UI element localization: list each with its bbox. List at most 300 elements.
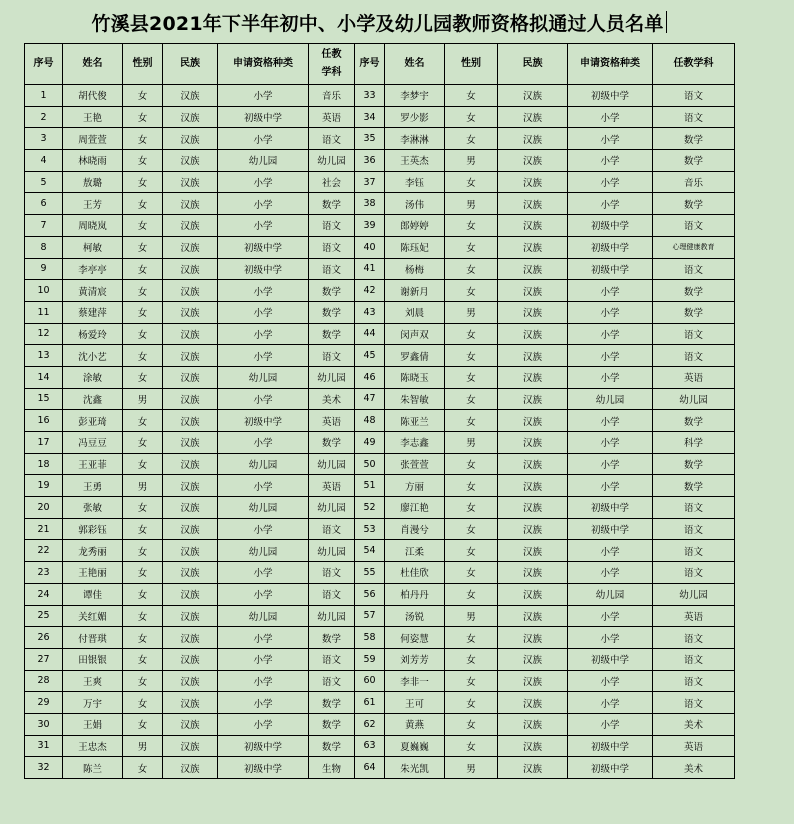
index-cell[interactable]: 57 xyxy=(355,605,385,627)
subject-cell[interactable]: 幼儿园 xyxy=(653,583,735,605)
ethnicity-cell[interactable]: 汉族 xyxy=(163,193,218,215)
qualification-cell[interactable]: 小学 xyxy=(218,648,309,670)
gender-cell[interactable]: 女 xyxy=(445,692,498,714)
name-cell[interactable]: 陈兰 xyxy=(63,757,123,779)
qualification-cell[interactable]: 小学 xyxy=(568,692,653,714)
index-cell[interactable]: 50 xyxy=(355,453,385,475)
index-cell[interactable]: 37 xyxy=(355,171,385,193)
index-cell[interactable]: 18 xyxy=(25,453,63,475)
subject-cell[interactable]: 语文 xyxy=(653,215,735,237)
index-cell[interactable]: 14 xyxy=(25,366,63,388)
gender-cell[interactable]: 男 xyxy=(123,735,163,757)
name-cell[interactable]: 王可 xyxy=(385,692,445,714)
gender-cell[interactable]: 女 xyxy=(445,280,498,302)
gender-cell[interactable]: 女 xyxy=(123,692,163,714)
gender-cell[interactable]: 女 xyxy=(123,106,163,128)
index-cell[interactable]: 36 xyxy=(355,150,385,172)
name-cell[interactable]: 林晓雨 xyxy=(63,150,123,172)
subject-cell[interactable]: 英语 xyxy=(309,106,355,128)
index-cell[interactable]: 12 xyxy=(25,323,63,345)
index-cell[interactable]: 35 xyxy=(355,128,385,150)
subject-cell[interactable]: 社会 xyxy=(309,171,355,193)
name-cell[interactable]: 闵声双 xyxy=(385,323,445,345)
gender-cell[interactable]: 女 xyxy=(445,258,498,280)
qualification-cell[interactable]: 幼儿园 xyxy=(218,497,309,519)
name-cell[interactable]: 汤伟 xyxy=(385,193,445,215)
header-col-qualification[interactable] xyxy=(218,44,309,85)
ethnicity-cell[interactable]: 汉族 xyxy=(498,106,568,128)
gender-cell[interactable]: 女 xyxy=(445,627,498,649)
index-cell[interactable]: 52 xyxy=(355,497,385,519)
subject-cell[interactable]: 幼儿园 xyxy=(309,540,355,562)
qualification-cell[interactable]: 小学 xyxy=(568,605,653,627)
index-cell[interactable]: 51 xyxy=(355,475,385,497)
qualification-cell[interactable]: 初级中学 xyxy=(568,497,653,519)
ethnicity-cell[interactable]: 汉族 xyxy=(498,540,568,562)
index-cell[interactable]: 4 xyxy=(25,150,63,172)
gender-cell[interactable]: 女 xyxy=(445,85,498,107)
ethnicity-cell[interactable]: 汉族 xyxy=(163,475,218,497)
ethnicity-cell[interactable]: 汉族 xyxy=(163,236,218,258)
name-cell[interactable]: 王芳 xyxy=(63,193,123,215)
subject-cell[interactable]: 美术 xyxy=(653,757,735,779)
ethnicity-cell[interactable]: 汉族 xyxy=(498,301,568,323)
ethnicity-cell[interactable]: 汉族 xyxy=(498,280,568,302)
gender-cell[interactable]: 女 xyxy=(445,497,498,519)
gender-cell[interactable]: 女 xyxy=(123,410,163,432)
subject-cell[interactable]: 语文 xyxy=(309,128,355,150)
ethnicity-cell[interactable]: 汉族 xyxy=(163,388,218,410)
ethnicity-cell[interactable]: 汉族 xyxy=(163,540,218,562)
ethnicity-cell[interactable]: 汉族 xyxy=(163,85,218,107)
index-cell[interactable]: 59 xyxy=(355,648,385,670)
ethnicity-cell[interactable]: 汉族 xyxy=(163,301,218,323)
name-cell[interactable]: 陈珏妃 xyxy=(385,236,445,258)
subject-cell[interactable]: 生物 xyxy=(309,757,355,779)
index-cell[interactable]: 44 xyxy=(355,323,385,345)
gender-cell[interactable]: 女 xyxy=(123,605,163,627)
ethnicity-cell[interactable]: 汉族 xyxy=(498,627,568,649)
ethnicity-cell[interactable]: 汉族 xyxy=(163,323,218,345)
index-cell[interactable]: 1 xyxy=(25,85,63,107)
subject-cell[interactable]: 数学 xyxy=(309,432,355,454)
gender-cell[interactable]: 女 xyxy=(445,236,498,258)
qualification-cell[interactable]: 初级中学 xyxy=(218,258,309,280)
subject-cell[interactable]: 语文 xyxy=(653,562,735,584)
name-cell[interactable]: 汤锐 xyxy=(385,605,445,627)
qualification-cell[interactable]: 小学 xyxy=(568,540,653,562)
qualification-cell[interactable]: 小学 xyxy=(568,366,653,388)
subject-cell[interactable]: 数学 xyxy=(309,301,355,323)
name-cell[interactable]: 冯豆豆 xyxy=(63,432,123,454)
header-col-index[interactable] xyxy=(355,44,385,85)
qualification-cell[interactable]: 初级中学 xyxy=(568,258,653,280)
qualification-cell[interactable]: 小学 xyxy=(218,562,309,584)
ethnicity-cell[interactable]: 汉族 xyxy=(163,497,218,519)
ethnicity-cell[interactable]: 汉族 xyxy=(498,193,568,215)
qualification-cell[interactable]: 初级中学 xyxy=(568,85,653,107)
header-col-gender[interactable] xyxy=(123,44,163,85)
ethnicity-cell[interactable]: 汉族 xyxy=(163,171,218,193)
subject-cell[interactable]: 数学 xyxy=(309,713,355,735)
index-cell[interactable]: 55 xyxy=(355,562,385,584)
gender-cell[interactable]: 女 xyxy=(445,518,498,540)
qualification-cell[interactable]: 小学 xyxy=(568,453,653,475)
qualification-cell[interactable]: 初级中学 xyxy=(218,757,309,779)
header-col-subject[interactable] xyxy=(309,44,355,85)
subject-cell[interactable]: 语文 xyxy=(309,670,355,692)
index-cell[interactable]: 62 xyxy=(355,713,385,735)
name-cell[interactable]: 万宇 xyxy=(63,692,123,714)
index-cell[interactable]: 23 xyxy=(25,562,63,584)
gender-cell[interactable]: 女 xyxy=(123,453,163,475)
subject-cell[interactable]: 幼儿园 xyxy=(309,150,355,172)
gender-cell[interactable]: 女 xyxy=(123,236,163,258)
ethnicity-cell[interactable]: 汉族 xyxy=(163,258,218,280)
qualification-cell[interactable]: 小学 xyxy=(568,323,653,345)
qualification-cell[interactable]: 初级中学 xyxy=(568,236,653,258)
subject-cell[interactable]: 数学 xyxy=(309,280,355,302)
ethnicity-cell[interactable]: 汉族 xyxy=(498,692,568,714)
qualification-cell[interactable]: 小学 xyxy=(218,323,309,345)
qualification-cell[interactable]: 小学 xyxy=(218,475,309,497)
subject-cell[interactable]: 语文 xyxy=(653,540,735,562)
index-cell[interactable]: 40 xyxy=(355,236,385,258)
index-cell[interactable]: 11 xyxy=(25,301,63,323)
name-cell[interactable]: 杜佳欣 xyxy=(385,562,445,584)
ethnicity-cell[interactable]: 汉族 xyxy=(163,453,218,475)
name-cell[interactable]: 田银银 xyxy=(63,648,123,670)
name-cell[interactable]: 朱智敏 xyxy=(385,388,445,410)
subject-cell[interactable]: 美术 xyxy=(309,388,355,410)
gender-cell[interactable]: 女 xyxy=(445,583,498,605)
name-cell[interactable]: 罗鑫倩 xyxy=(385,345,445,367)
qualification-cell[interactable]: 小学 xyxy=(218,128,309,150)
name-cell[interactable]: 李非一 xyxy=(385,670,445,692)
index-cell[interactable]: 32 xyxy=(25,757,63,779)
qualification-cell[interactable]: 幼儿园 xyxy=(568,388,653,410)
qualification-cell[interactable]: 小学 xyxy=(218,692,309,714)
qualification-cell[interactable]: 小学 xyxy=(568,562,653,584)
ethnicity-cell[interactable]: 汉族 xyxy=(498,562,568,584)
subject-cell[interactable]: 语文 xyxy=(653,670,735,692)
index-cell[interactable]: 34 xyxy=(355,106,385,128)
qualification-cell[interactable]: 小学 xyxy=(568,475,653,497)
index-cell[interactable]: 26 xyxy=(25,627,63,649)
qualification-cell[interactable]: 小学 xyxy=(218,215,309,237)
index-cell[interactable]: 30 xyxy=(25,713,63,735)
name-cell[interactable]: 彭亚琦 xyxy=(63,410,123,432)
qualification-cell[interactable]: 初级中学 xyxy=(218,236,309,258)
name-cell[interactable]: 蔡建萍 xyxy=(63,301,123,323)
qualification-cell[interactable]: 小学 xyxy=(218,345,309,367)
subject-cell[interactable]: 语文 xyxy=(309,345,355,367)
subject-cell[interactable]: 语文 xyxy=(309,236,355,258)
qualification-cell[interactable]: 初级中学 xyxy=(568,648,653,670)
qualification-cell[interactable]: 小学 xyxy=(218,280,309,302)
subject-cell[interactable]: 语文 xyxy=(653,692,735,714)
subject-cell[interactable]: 数学 xyxy=(653,453,735,475)
name-cell[interactable]: 廖江艳 xyxy=(385,497,445,519)
name-cell[interactable]: 龙秀丽 xyxy=(63,540,123,562)
ethnicity-cell[interactable]: 汉族 xyxy=(498,713,568,735)
subject-cell[interactable]: 语文 xyxy=(309,583,355,605)
subject-cell[interactable]: 数学 xyxy=(309,323,355,345)
ethnicity-cell[interactable]: 汉族 xyxy=(163,670,218,692)
ethnicity-cell[interactable]: 汉族 xyxy=(163,366,218,388)
gender-cell[interactable]: 女 xyxy=(123,627,163,649)
subject-cell[interactable]: 英语 xyxy=(653,605,735,627)
ethnicity-cell[interactable]: 汉族 xyxy=(163,627,218,649)
qualification-cell[interactable]: 小学 xyxy=(568,128,653,150)
gender-cell[interactable]: 女 xyxy=(123,193,163,215)
name-cell[interactable]: 王英杰 xyxy=(385,150,445,172)
ethnicity-cell[interactable]: 汉族 xyxy=(163,735,218,757)
name-cell[interactable]: 王亚菲 xyxy=(63,453,123,475)
name-cell[interactable]: 郎婷婷 xyxy=(385,215,445,237)
qualification-cell[interactable]: 小学 xyxy=(218,518,309,540)
gender-cell[interactable]: 男 xyxy=(445,432,498,454)
index-cell[interactable]: 10 xyxy=(25,280,63,302)
header-col-ethnicity[interactable] xyxy=(498,44,568,85)
ethnicity-cell[interactable]: 汉族 xyxy=(163,757,218,779)
gender-cell[interactable]: 女 xyxy=(123,345,163,367)
qualification-cell[interactable]: 小学 xyxy=(218,583,309,605)
ethnicity-cell[interactable]: 汉族 xyxy=(163,562,218,584)
index-cell[interactable]: 13 xyxy=(25,345,63,367)
index-cell[interactable]: 8 xyxy=(25,236,63,258)
name-cell[interactable]: 谢新月 xyxy=(385,280,445,302)
name-cell[interactable]: 朱光凯 xyxy=(385,757,445,779)
subject-cell[interactable]: 幼儿园 xyxy=(309,453,355,475)
name-cell[interactable]: 关红媚 xyxy=(63,605,123,627)
ethnicity-cell[interactable]: 汉族 xyxy=(498,85,568,107)
ethnicity-cell[interactable]: 汉族 xyxy=(498,735,568,757)
name-cell[interactable]: 周萱萱 xyxy=(63,128,123,150)
subject-cell[interactable]: 科学 xyxy=(653,432,735,454)
qualification-cell[interactable]: 初级中学 xyxy=(568,518,653,540)
gender-cell[interactable]: 女 xyxy=(123,301,163,323)
index-cell[interactable]: 42 xyxy=(355,280,385,302)
subject-cell[interactable]: 语文 xyxy=(653,648,735,670)
ethnicity-cell[interactable]: 汉族 xyxy=(163,128,218,150)
name-cell[interactable]: 陈亚兰 xyxy=(385,410,445,432)
qualification-cell[interactable]: 幼儿园 xyxy=(218,540,309,562)
index-cell[interactable]: 61 xyxy=(355,692,385,714)
index-cell[interactable]: 54 xyxy=(355,540,385,562)
gender-cell[interactable]: 女 xyxy=(445,648,498,670)
qualification-cell[interactable]: 初级中学 xyxy=(568,757,653,779)
name-cell[interactable]: 江柔 xyxy=(385,540,445,562)
index-cell[interactable]: 3 xyxy=(25,128,63,150)
index-cell[interactable]: 24 xyxy=(25,583,63,605)
gender-cell[interactable]: 女 xyxy=(445,388,498,410)
subject-cell[interactable]: 幼儿园 xyxy=(309,366,355,388)
name-cell[interactable]: 郭彩钰 xyxy=(63,518,123,540)
ethnicity-cell[interactable]: 汉族 xyxy=(498,432,568,454)
qualification-cell[interactable]: 初级中学 xyxy=(568,215,653,237)
gender-cell[interactable]: 女 xyxy=(123,540,163,562)
subject-cell[interactable]: 英语 xyxy=(653,366,735,388)
index-cell[interactable]: 43 xyxy=(355,301,385,323)
header-col-ethnicity[interactable] xyxy=(163,44,218,85)
ethnicity-cell[interactable]: 汉族 xyxy=(498,648,568,670)
name-cell[interactable]: 李淋淋 xyxy=(385,128,445,150)
index-cell[interactable]: 7 xyxy=(25,215,63,237)
gender-cell[interactable]: 女 xyxy=(445,453,498,475)
ethnicity-cell[interactable]: 汉族 xyxy=(498,583,568,605)
qualification-cell[interactable]: 小学 xyxy=(218,432,309,454)
gender-cell[interactable]: 男 xyxy=(445,193,498,215)
name-cell[interactable]: 涂敏 xyxy=(63,366,123,388)
subject-cell[interactable]: 音乐 xyxy=(653,171,735,193)
name-cell[interactable]: 肖漫兮 xyxy=(385,518,445,540)
ethnicity-cell[interactable]: 汉族 xyxy=(498,128,568,150)
gender-cell[interactable]: 女 xyxy=(123,150,163,172)
name-cell[interactable]: 王艳丽 xyxy=(63,562,123,584)
index-cell[interactable]: 31 xyxy=(25,735,63,757)
ethnicity-cell[interactable]: 汉族 xyxy=(498,215,568,237)
name-cell[interactable]: 方丽 xyxy=(385,475,445,497)
ethnicity-cell[interactable]: 汉族 xyxy=(498,410,568,432)
ethnicity-cell[interactable]: 汉族 xyxy=(163,345,218,367)
subject-cell[interactable]: 数学 xyxy=(309,692,355,714)
gender-cell[interactable]: 女 xyxy=(445,215,498,237)
index-cell[interactable]: 48 xyxy=(355,410,385,432)
qualification-cell[interactable]: 小学 xyxy=(568,171,653,193)
subject-cell[interactable]: 音乐 xyxy=(309,85,355,107)
subject-cell[interactable]: 英语 xyxy=(309,475,355,497)
gender-cell[interactable]: 女 xyxy=(123,85,163,107)
ethnicity-cell[interactable]: 汉族 xyxy=(498,323,568,345)
name-cell[interactable]: 张敏 xyxy=(63,497,123,519)
gender-cell[interactable]: 女 xyxy=(123,432,163,454)
gender-cell[interactable]: 男 xyxy=(445,301,498,323)
index-cell[interactable]: 39 xyxy=(355,215,385,237)
name-cell[interactable]: 沈鑫 xyxy=(63,388,123,410)
qualification-cell[interactable]: 初级中学 xyxy=(218,106,309,128)
gender-cell[interactable]: 女 xyxy=(445,475,498,497)
subject-cell[interactable]: 语文 xyxy=(653,106,735,128)
gender-cell[interactable]: 女 xyxy=(123,215,163,237)
ethnicity-cell[interactable]: 汉族 xyxy=(498,518,568,540)
qualification-cell[interactable]: 小学 xyxy=(218,171,309,193)
index-cell[interactable]: 9 xyxy=(25,258,63,280)
index-cell[interactable]: 22 xyxy=(25,540,63,562)
qualification-cell[interactable]: 幼儿园 xyxy=(568,583,653,605)
ethnicity-cell[interactable]: 汉族 xyxy=(163,583,218,605)
ethnicity-cell[interactable]: 汉族 xyxy=(498,453,568,475)
subject-cell[interactable]: 语文 xyxy=(653,497,735,519)
index-cell[interactable]: 38 xyxy=(355,193,385,215)
index-cell[interactable]: 49 xyxy=(355,432,385,454)
qualification-cell[interactable]: 小学 xyxy=(568,345,653,367)
gender-cell[interactable]: 女 xyxy=(445,345,498,367)
gender-cell[interactable]: 女 xyxy=(445,323,498,345)
index-cell[interactable]: 25 xyxy=(25,605,63,627)
ethnicity-cell[interactable]: 汉族 xyxy=(163,605,218,627)
ethnicity-cell[interactable]: 汉族 xyxy=(163,150,218,172)
subject-cell[interactable]: 美术 xyxy=(653,713,735,735)
qualification-cell[interactable]: 小学 xyxy=(568,150,653,172)
gender-cell[interactable]: 女 xyxy=(123,562,163,584)
subject-cell[interactable]: 语文 xyxy=(309,258,355,280)
gender-cell[interactable]: 女 xyxy=(123,757,163,779)
index-cell[interactable]: 58 xyxy=(355,627,385,649)
gender-cell[interactable]: 女 xyxy=(445,171,498,193)
subject-cell[interactable]: 语文 xyxy=(653,518,735,540)
qualification-cell[interactable]: 幼儿园 xyxy=(218,605,309,627)
qualification-cell[interactable]: 小学 xyxy=(218,670,309,692)
subject-cell[interactable]: 英语 xyxy=(309,410,355,432)
name-cell[interactable]: 何姿慧 xyxy=(385,627,445,649)
name-cell[interactable]: 王娟 xyxy=(63,713,123,735)
index-cell[interactable]: 16 xyxy=(25,410,63,432)
index-cell[interactable]: 56 xyxy=(355,583,385,605)
qualification-cell[interactable]: 小学 xyxy=(218,193,309,215)
qualification-cell[interactable]: 小学 xyxy=(568,432,653,454)
ethnicity-cell[interactable]: 汉族 xyxy=(163,410,218,432)
gender-cell[interactable]: 女 xyxy=(123,497,163,519)
gender-cell[interactable]: 女 xyxy=(123,583,163,605)
name-cell[interactable]: 陈晓玉 xyxy=(385,366,445,388)
gender-cell[interactable]: 男 xyxy=(123,388,163,410)
name-cell[interactable]: 付晋琪 xyxy=(63,627,123,649)
ethnicity-cell[interactable]: 汉族 xyxy=(498,366,568,388)
subject-cell[interactable]: 语文 xyxy=(309,518,355,540)
header-col-index[interactable] xyxy=(25,44,63,85)
ethnicity-cell[interactable]: 汉族 xyxy=(498,150,568,172)
subject-cell[interactable]: 数学 xyxy=(309,735,355,757)
header-col-name[interactable] xyxy=(63,44,123,85)
gender-cell[interactable]: 女 xyxy=(445,735,498,757)
subject-cell[interactable]: 幼儿园 xyxy=(653,388,735,410)
index-cell[interactable]: 60 xyxy=(355,670,385,692)
index-cell[interactable]: 64 xyxy=(355,757,385,779)
subject-cell[interactable]: 数学 xyxy=(653,475,735,497)
name-cell[interactable]: 李梦宇 xyxy=(385,85,445,107)
name-cell[interactable]: 敖璐 xyxy=(63,171,123,193)
name-cell[interactable]: 刘晨 xyxy=(385,301,445,323)
gender-cell[interactable]: 男 xyxy=(123,475,163,497)
subject-cell[interactable]: 数学 xyxy=(653,280,735,302)
qualification-cell[interactable]: 小学 xyxy=(218,85,309,107)
gender-cell[interactable]: 女 xyxy=(123,128,163,150)
index-cell[interactable]: 29 xyxy=(25,692,63,714)
index-cell[interactable]: 47 xyxy=(355,388,385,410)
subject-cell[interactable]: 数学 xyxy=(653,193,735,215)
index-cell[interactable]: 6 xyxy=(25,193,63,215)
subject-cell[interactable]: 语文 xyxy=(653,323,735,345)
title-cell[interactable] xyxy=(24,2,734,42)
qualification-cell[interactable]: 小学 xyxy=(568,670,653,692)
gender-cell[interactable]: 女 xyxy=(445,106,498,128)
name-cell[interactable]: 张萱萱 xyxy=(385,453,445,475)
ethnicity-cell[interactable]: 汉族 xyxy=(498,345,568,367)
ethnicity-cell[interactable]: 汉族 xyxy=(163,106,218,128)
name-cell[interactable]: 王忠杰 xyxy=(63,735,123,757)
subject-cell[interactable]: 数学 xyxy=(653,150,735,172)
name-cell[interactable]: 夏巍巍 xyxy=(385,735,445,757)
qualification-cell[interactable]: 小学 xyxy=(218,388,309,410)
ethnicity-cell[interactable]: 汉族 xyxy=(498,605,568,627)
subject-cell[interactable]: 语文 xyxy=(309,215,355,237)
index-cell[interactable]: 53 xyxy=(355,518,385,540)
name-cell[interactable]: 王艳 xyxy=(63,106,123,128)
gender-cell[interactable]: 女 xyxy=(445,410,498,432)
gender-cell[interactable]: 女 xyxy=(445,562,498,584)
name-cell[interactable]: 罗少影 xyxy=(385,106,445,128)
